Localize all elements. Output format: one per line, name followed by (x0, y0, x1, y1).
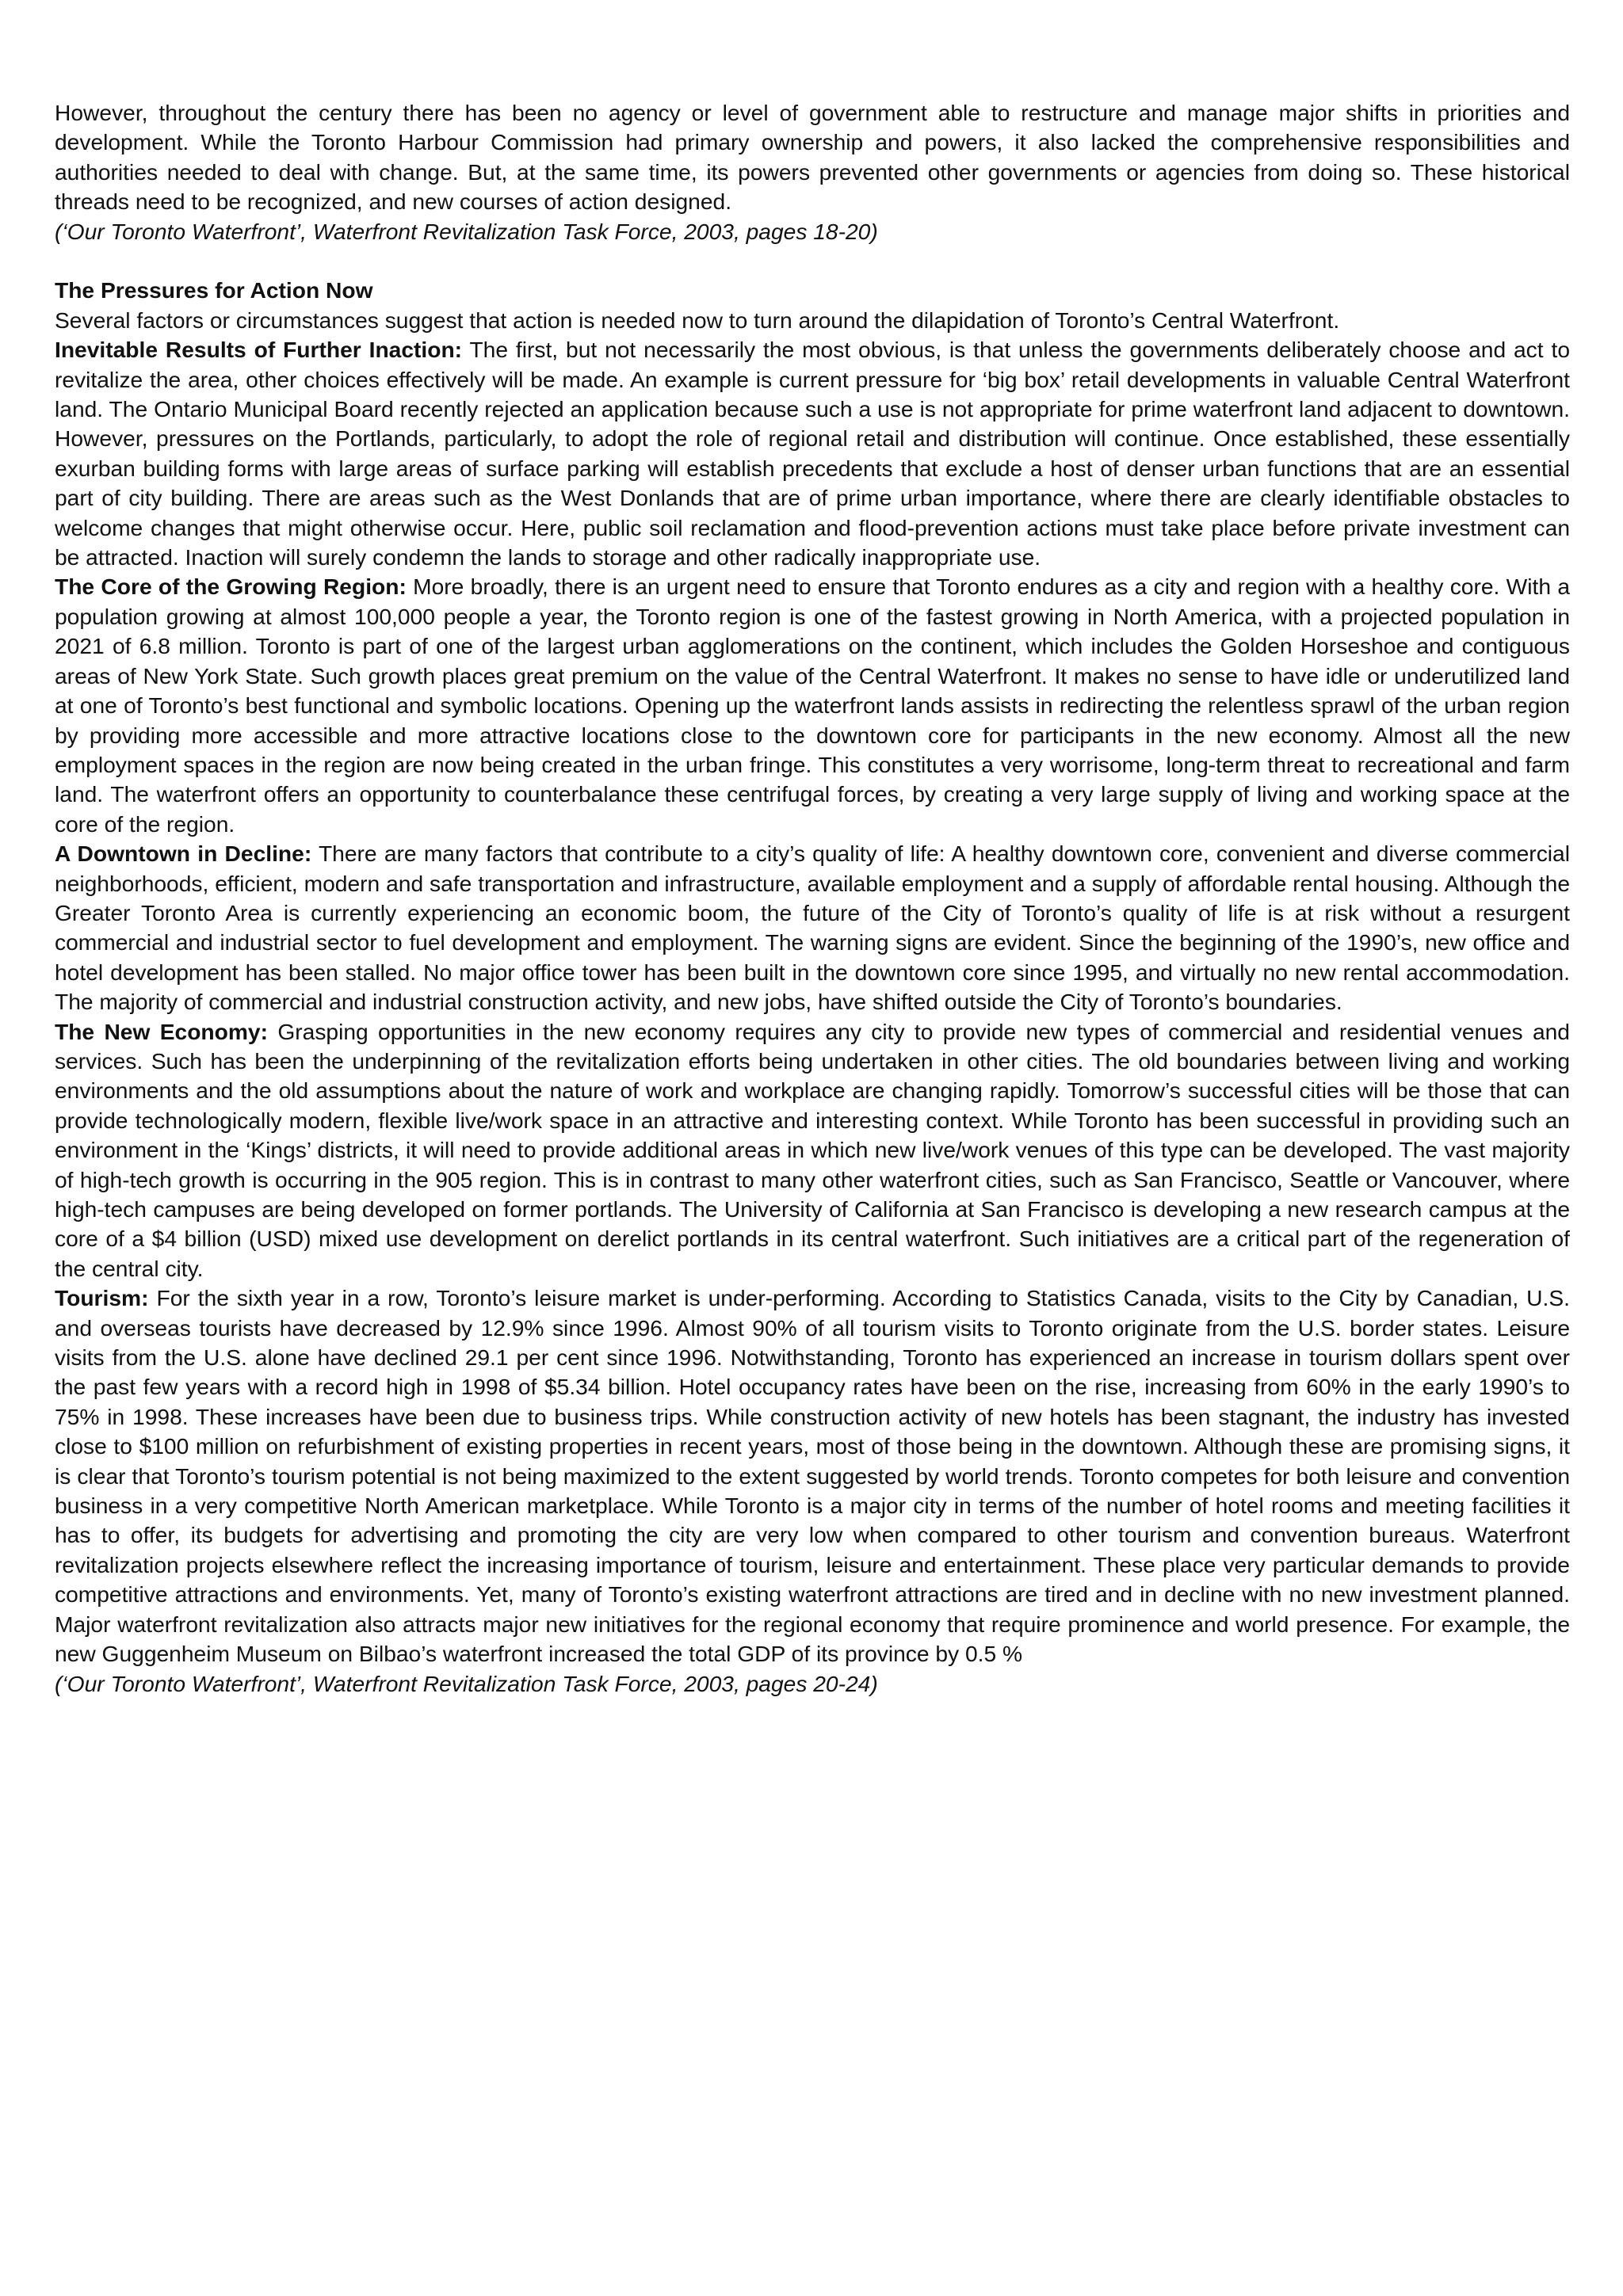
item-growing-region-title: The Core of the Growing Region: (55, 574, 407, 600)
item-tourism-body: For the sixth year in a row, Toronto’s leisure market is under-performing. According to Statistics Canada, visits to the City by Canadian, U.S. and overseas tourists have decreased by 12.9% since 1996. Almost 90% of all tourism visits to Toronto originate from the U.S. border states. Leisure visits from the U.S. alone have declined 29.1 per cent since 1996. Notwithstanding, Toronto has experienced an increase in tourism dollars spent over the past few years with a record high in 1998 of $5.34 billion. Hotel occupancy rates have been on the rise, increasing from 60% in the early 1990’s to 75% in 1998. These increases have been due to business trips. While construction activity of new hotels has been stagnant, the industry has invested close to $100 million on refurbishment of existing properties in recent years, most of those being in the downtown. Although these are promising signs, it is clear that Toronto’s tourism potential is not being maximized to the extent suggested by world trends. Toronto competes for both leisure and convention business in a very competitive North American marketplace. While Toronto is a major city in terms of the number of hotel rooms and meeting facilities it has to offer, its budgets for advertising and promoting the city are very low when compared to other tourism and convention bureaus. Waterfront revitalization projects elsewhere reflect the increasing importance of tourism, leisure and entertainment. These place very particular demands to provide competitive attractions and environments. Yet, many of Toronto’s existing waterfront attractions are tired and in decline with no new investment planned. Major waterfront revitalization also attracts major new initiatives for the regional economy that require prominence and world presence. For example, the new Guggenheim Museum on Bilbao’s waterfront increased the total GDP of its province by 0.5 % (55, 1285, 1570, 1667)
document-page (55, 98, 1570, 1699)
item-downtown-decline-body: There are many factors that contribute to a city’s quality of life: A healthy downtown core, convenient and diverse commercial neighborhoods, efficient, modern and safe transportation and infrastructure, available employment and a supply of affordable rental housing. Although the Greater Toronto Area is currently experiencing an economic boom, the future of the City of Toronto’s quality of life is at risk without a resurgent commercial and industrial sector to fuel development and employment. The warning signs are evident. Since the beginning of the 1990’s, new office and hotel development has been stalled. No major office tower has been built in the downtown core since 1995, and virtually no new rental accommodation. The majority of commercial and industrial construction activity, and new jobs, have shifted outside the City of Toronto’s boundaries. (55, 841, 1570, 1015)
item-inaction-body: The first, but not necessarily the most obvious, is that unless the governments deliberately choose and act to revitalize the area, other choices effectively will be made. An example is current pressure for ‘big box’ retail developments in valuable Central Waterfront land. The Ontario Municipal Board recently rejected an application because such a use is not appropriate for prime waterfront land adjacent to downtown. However, pressures on the Portlands, particularly, to adopt the role of regional retail and distribution will continue. Once established, these essentially exurban building forms with large areas of surface parking will establish precedents that exclude a host of denser urban functions that are an essential part of city building. There are areas such as the West Donlands that are of prime urban importance, where there are clearly identifiable obstacles to welcome changes that might otherwise occur. Here, public soil reclamation and flood-prevention actions must take place before private investment can be attracted. Inaction will surely condemn the lands to storage and other radically inappropriate use. (55, 337, 1570, 570)
item-growing-region-body: More broadly, there is an urgent need to ensure that Toronto endures as a city and region with a healthy core. With a population growing at almost 100,000 people a year, the Toronto region is one of the fastest growing in North America, with a projected population in 2021 of 6.8 million. Toronto is part of one of the largest urban agglomerations on the continent, which includes the Golden Horseshoe and contiguous areas of New York State. Such growth places great premium on the value of the Central Waterfront. It makes no sense to have idle or underutilized land at one of Toronto’s best functional and symbolic locations. Opening up the waterfront lands assists in redirecting the relentless sprawl of the urban region by providing more accessible and more attractive locations close to the downtown core for participants in the new economy. Almost all the new employment spaces in the region are now being created in the urban fringe. This constitutes a very worrisome, long-term threat to recreational and farm land. The waterfront offers an opportunity to counterbalance these centrifugal forces, by creating a very large supply of living and working space at the core of the region. (55, 574, 1570, 837)
item-tourism-title: Tourism: (55, 1285, 149, 1311)
item-downtown-decline-title: A Downtown in Decline: (55, 841, 312, 867)
item-new-economy (55, 1017, 1570, 1284)
section-heading: The Pressures for Action Now (55, 277, 373, 303)
intro-citation: (‘Our Toronto Waterfront’, Waterfront Revitalization Task Force, 2003, pages 18-20) (55, 218, 878, 244)
item-downtown-decline (55, 839, 1570, 1016)
section-lead: Several factors or circumstances suggest that action is needed now to turn around the dilapidation of Toronto’s Central Waterfront. (55, 307, 1340, 333)
intro-paragraph: However, throughout the century there has been no agency or level of government able to restructure and manage major shifts in priorities and development. While the Toronto Harbour Commission had primary ownership and powers, it also lacked the comprehensive responsibilities and authorities needed to deal with change. But, at the same time, its powers prevented other governments or agencies from doing so. These historical threads need to be recognized, and new courses of action designed. (55, 100, 1570, 215)
section-citation: (‘Our Toronto Waterfront’, Waterfront Revitalization Task Force, 2003, pages 20-24) (55, 1670, 878, 1696)
paragraph-spacer (55, 246, 1570, 276)
item-inaction-title: Inevitable Results of Further Inaction: (55, 337, 463, 363)
item-new-economy-title: The New Economy: (55, 1018, 268, 1044)
item-new-economy-body: Grasping opportunities in the new economy requires any city to provide new types of commercial and residential venues and services. Such has been the underpinning of the revitalization efforts being undertaken in other cities. The old boundaries between living and working environments and the old assumptions about the nature of work and workplace are changing rapidly. Tomorrow’s successful cities will be those that can provide technologically modern, flexible live/work space in an attractive and interesting context. While Toronto has been successful in providing such an environment in the ‘Kings’ districts, it will need to provide additional areas in which new live/work venues of this type can be developed. The vast majority of high-tech growth is occurring in the 905 region. This is in contrast to many other waterfront cities, such as San Francisco, Seattle or Vancouver, where high-tech campuses are being developed on former portlands. The University of California at San Francisco is developing a new research campus at the core of a $4 billion (USD) mixed use development on derelict portlands in its central waterfront. Such initiatives are a critical part of the regeneration of the central city. (55, 1018, 1570, 1281)
item-tourism (55, 1283, 1570, 1669)
item-inaction (55, 335, 1570, 572)
item-growing-region (55, 572, 1570, 839)
